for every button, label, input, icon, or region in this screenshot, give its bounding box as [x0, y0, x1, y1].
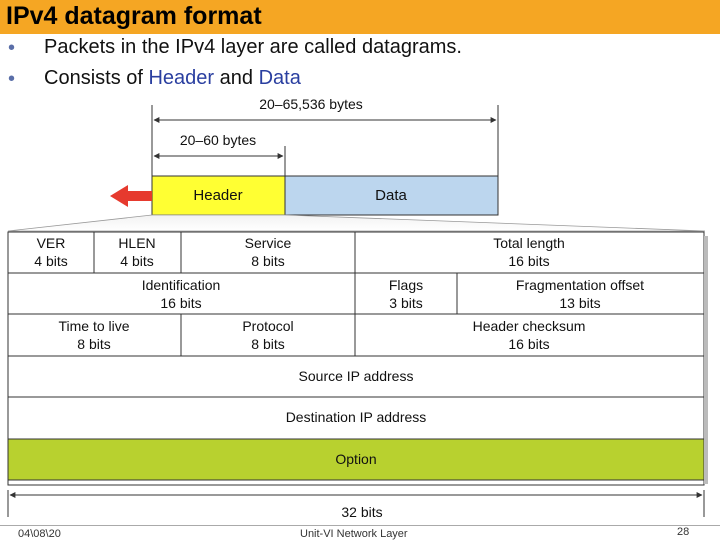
bullet-prefix: Consists of: [44, 67, 149, 89]
field-ttl-name: Time to live: [58, 318, 130, 334]
field-ver-bits: 4 bits: [34, 253, 68, 269]
bullet-marker-1: •: [8, 37, 16, 59]
bullet-middle: and: [214, 67, 259, 89]
field-service-name: Service: [244, 235, 292, 251]
red-left-arrow-icon: [110, 185, 152, 207]
footer-divider: [0, 525, 720, 526]
field-identification-name: Identification: [141, 277, 221, 293]
slide-title: IPv4 datagram format: [6, 2, 262, 30]
field-hlen-name: HLEN: [118, 235, 156, 251]
field-protocol-name: Protocol: [242, 318, 294, 334]
field-option-name: Option: [335, 451, 377, 467]
field-ttl-bits: 8 bits: [77, 336, 111, 352]
total-size-label: 20–65,536 bytes: [259, 96, 363, 112]
bullet-marker-2: •: [8, 68, 16, 90]
data-block-label: Data: [375, 187, 407, 204]
bits-width-label: 32 bits: [341, 504, 383, 520]
field-checksum-bits: 16 bits: [508, 336, 550, 352]
field-ver-name: VER: [36, 235, 66, 251]
expansion-shade: [8, 215, 705, 231]
field-service-bits: 8 bits: [251, 253, 285, 269]
field-protocol-bits: 8 bits: [251, 336, 285, 352]
field-identification-bits: 16 bits: [160, 295, 202, 311]
field-flags-bits: 3 bits: [389, 295, 423, 311]
header-fields-table: [8, 232, 704, 485]
field-fragmentation-offset-bits: 13 bits: [559, 295, 601, 311]
header-block-label: Header: [193, 187, 243, 204]
field-total-length-bits: 16 bits: [508, 253, 550, 269]
footer-date: 04\08\20: [18, 528, 61, 540]
field-total-length-name: Total length: [493, 235, 565, 251]
field-fragmentation-offset-name: Fragmentation offset: [515, 277, 645, 293]
field-source-ip-name: Source IP address: [298, 368, 414, 384]
field-hlen-bits: 4 bits: [120, 253, 154, 269]
field-flags-name: Flags: [388, 277, 424, 293]
table-shadow: [704, 236, 708, 484]
header-size-label: 20–60 bytes: [179, 132, 257, 148]
field-destination-ip-name: Destination IP address: [285, 409, 427, 425]
bullet-text-1: Packets in the IPv4 layer are called datagrams.: [44, 36, 462, 58]
data-keyword: Data: [258, 67, 301, 89]
footer-course: Unit-VI Network Layer: [300, 528, 408, 540]
footer-page-number: 28: [677, 526, 690, 538]
field-checksum-name: Header checksum: [472, 318, 586, 334]
header-keyword: Header: [148, 67, 215, 89]
